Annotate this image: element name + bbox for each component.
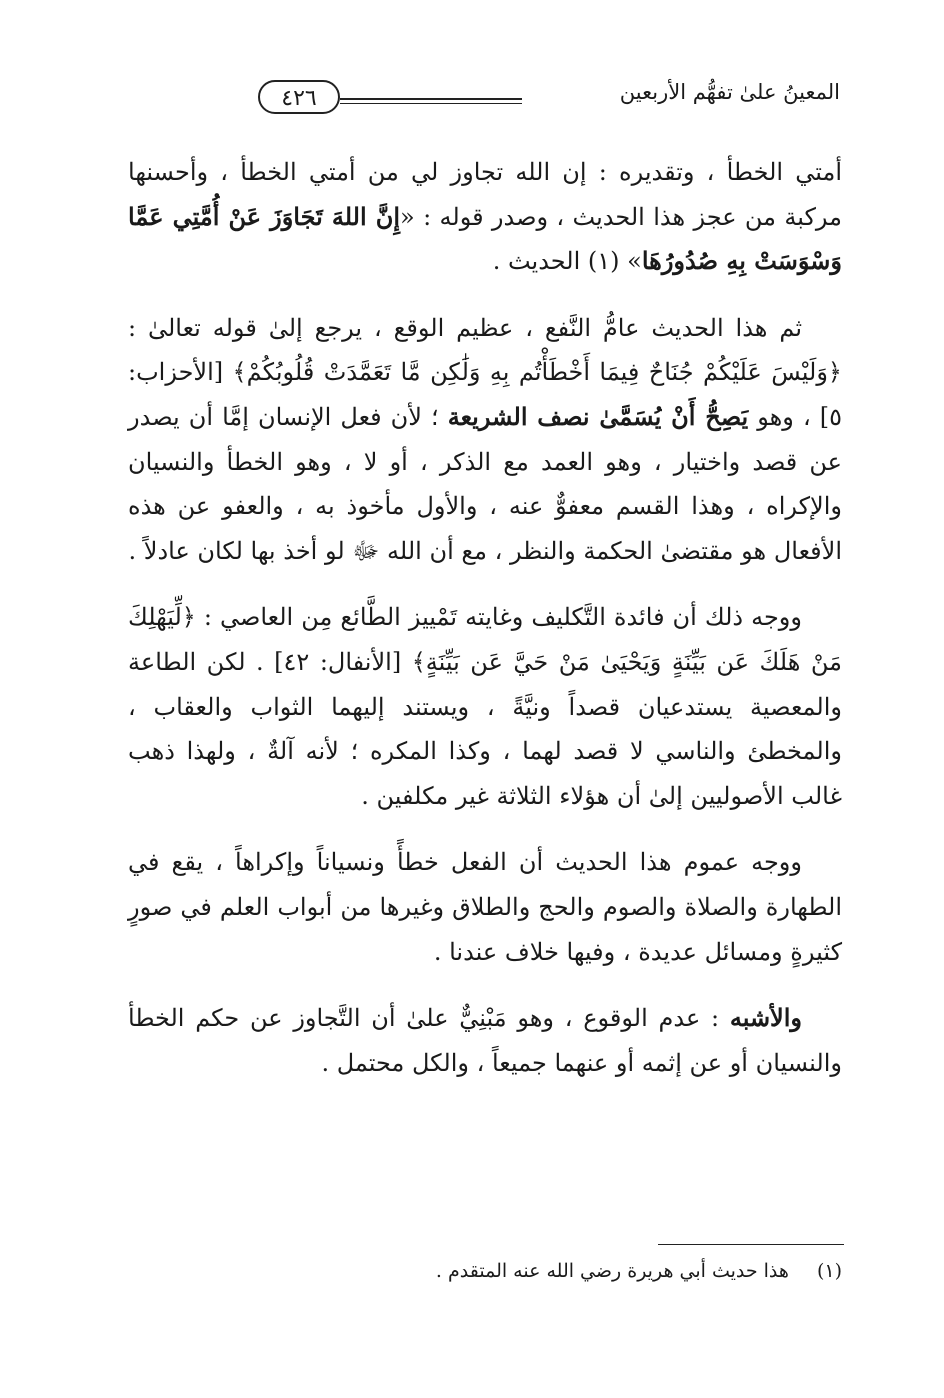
main-text [128,150,842,1107]
p1-text-a: أمتي الخطأ ، وتقديره : إن الله تجاوز لي من أمتي الخطأ ، وأحسنها مركبة من عجز هذا الحديث ، وصدر قوله : « [128,158,842,231]
p2-emphasis: يَصِحُّ أَنْ يُسَمَّىٰ نصف الشريعة [447,401,749,431]
p2-text-a: ثم هذا الحديث عامُّ النَّفع ، عظيم الوقع ، يرجع إلىٰ قوله تعالىٰ : ﴿وَلَيْسَ عَلَيْكُمْ جُنَاحٌ فِيمَا أَخْطَأْتُم بِهِ وَلَٰكِن مَّا تَعَمَّدَتْ قُلُوبُكُمْ﴾ [الأحزاب: ٥] ، وهو [128,313,843,431]
header-rule [340,98,522,104]
paragraph-4: ووجه عموم هذا الحديث أن الفعل خطأً ونسياناً وإكراهاً ، يقع في الطهارة والصلاة والصوم والحج والطلاق وغيرها من أبواب العلم في صورٍ كثيرةٍ ومسائل عديدة ، وفيها خلاف عندنا . [128,848,842,966]
paragraph-1 [128,150,842,284]
paragraph-5 [128,996,842,1085]
p5-emphasis: والأشبه [729,1003,802,1033]
p1-text-c: » (١) الحديث . [492,247,642,276]
p2-text-c: ؛ لأن فعل الإنسان إمَّا أن يصدر عن قصد واختيار ، وهو العمد مع الذكر ، أو لا ، وهو الخطأ والنسيان والإكراه ، وهذا القسم معفوٌّ عنه ، والأول مأخوذ به ، والعفو عن هذه الأفعال هو مقتضىٰ الحكمة والنظر ، مع أن الله ﷻ لو أخذ بها لكان عادلاً . [128,402,842,565]
page-number: ٤٢٦ [258,80,340,114]
footnote [435,1256,842,1286]
hadith-quote: إِنَّ اللهَ تَجَاوَزَ عَنْ أُمَّتِي عَمَّا وَسْوَسَتْ بِهِ صُدُورُهَا [128,201,842,276]
paragraph-2 [128,306,842,574]
footnote-rule [658,1244,844,1245]
footnote-number: (١) [816,1260,842,1282]
running-title: المعينُ علىٰ تفهُّم الأربعين [619,80,840,104]
p5-text-b: : عدم الوقوع ، وهو مَبْنِيٌّ علىٰ أن التَّجاوز عن حكم الخطأ والنسيان أو عن إثمه أو عنهما جميعاً ، والكل محتمل . [128,1004,842,1077]
paragraph-3: ووجه ذلك أن فائدة التَّكليف وغايته تَمْييز الطَّائع مِن العاصي : ﴿لِّيَهْلِكَ مَنْ هَلَكَ عَن بَيِّنَةٍ وَيَحْيَىٰ مَنْ حَيَّ عَن بَيِّنَةٍ﴾ [الأنفال: ٤٢] . لكن الطاعة والمعصية يستدعيان قصداً ونيَّةً ، ويستند إليهما الثواب والعقاب ، والمخطئ والناسي لا قصد لهما ، وكذا المكره ؛ لأنه آلةٌ ، ولهذا ذهب غالب الأصوليين إلىٰ أن هؤلاء الثلاثة غير مكلفين . [128,603,842,810]
footnote-text: هذا حديث أبي هريرة رضي الله عنه المتقدم . [435,1260,789,1282]
page-header [118,76,840,120]
